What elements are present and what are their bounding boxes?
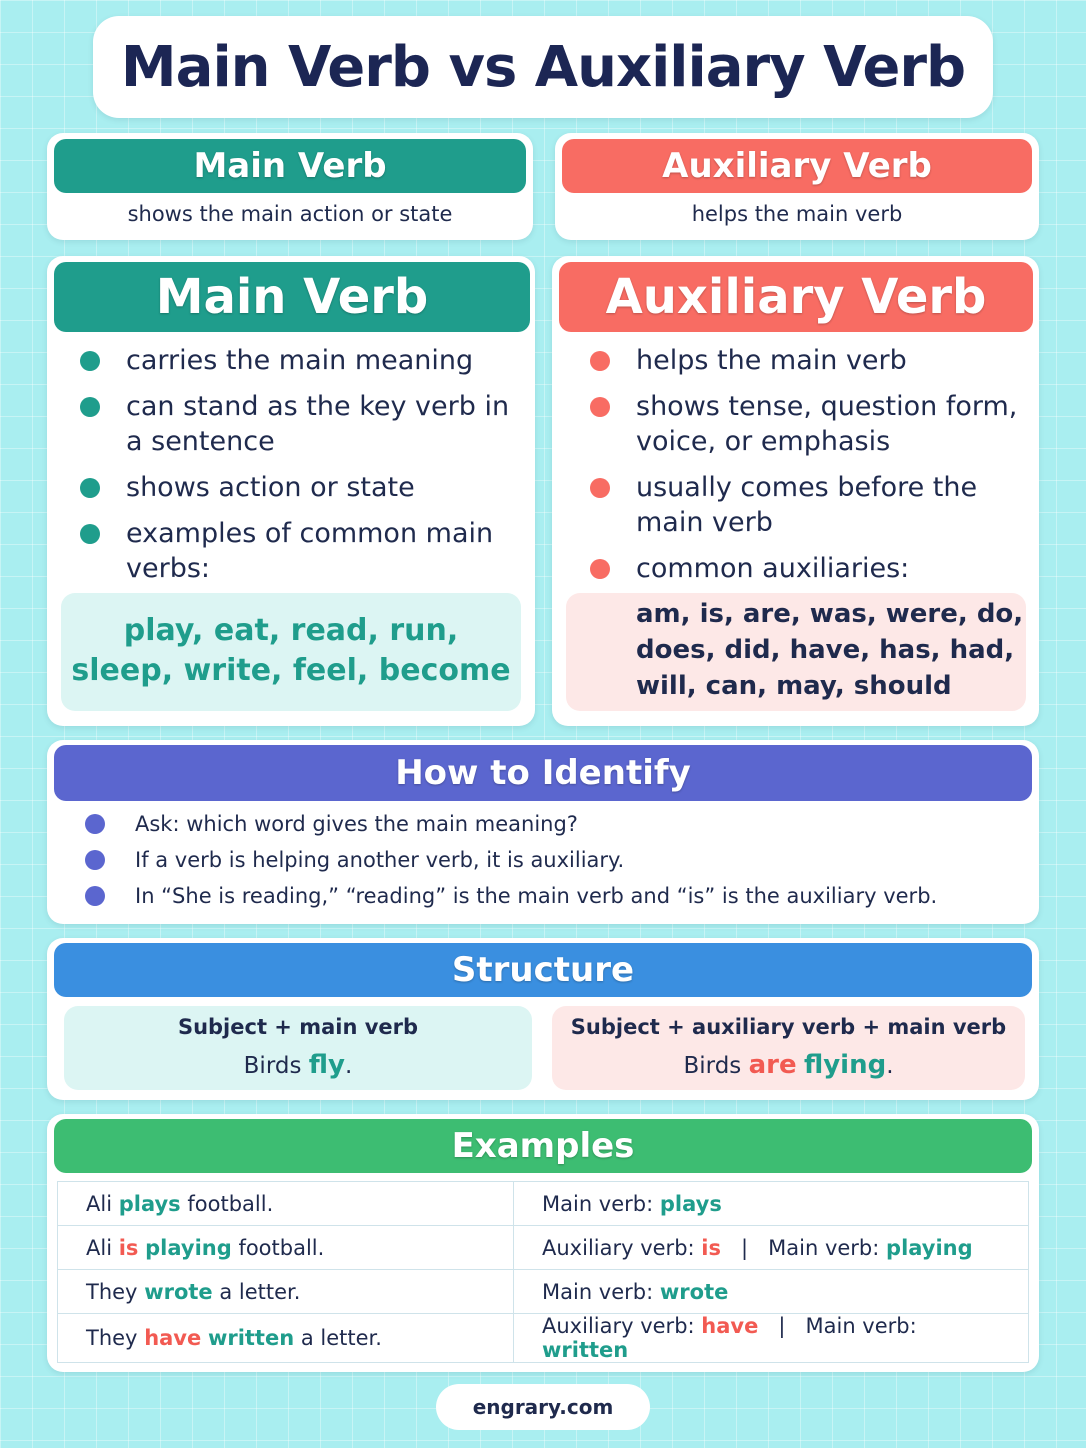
list-item: carries the main meaning xyxy=(80,343,520,378)
summary-aux-card xyxy=(555,133,1039,240)
summary-aux-heading: Auxiliary Verb xyxy=(562,139,1032,193)
example-analysis: Auxiliary verb: have | Main verb: written xyxy=(514,1314,1029,1363)
bullet-dot-icon xyxy=(80,524,100,544)
bullet-dot-icon xyxy=(85,814,105,834)
example-sentence: Ali plays football. xyxy=(58,1182,514,1226)
aux-verb-examples-line3: will, can, may, should xyxy=(636,671,952,701)
examples-card xyxy=(47,1114,1039,1372)
main-verb-card xyxy=(47,256,535,726)
main-verb-points xyxy=(80,343,520,597)
aux-verb-examples-box xyxy=(566,593,1026,711)
main-verb-examples-line2: sleep, write, feel, become xyxy=(71,653,511,688)
identify-heading: How to Identify xyxy=(54,745,1032,801)
example-analysis: Main verb: wrote xyxy=(514,1270,1029,1314)
list-item: shows action or state xyxy=(80,470,520,505)
bullet-dot-icon xyxy=(85,850,105,870)
bullet-dot-icon xyxy=(590,397,610,417)
list-item: common auxiliaries: xyxy=(590,551,1030,586)
example-analysis: Auxiliary verb: is | Main verb: playing xyxy=(514,1226,1029,1270)
structure-heading: Structure xyxy=(54,943,1032,997)
bullet-dot-icon xyxy=(85,886,105,906)
bullet-dot-icon xyxy=(80,397,100,417)
identify-points xyxy=(85,810,1025,918)
example-sentence: They have written a letter. xyxy=(58,1314,514,1363)
main-verb-examples-box xyxy=(61,593,521,711)
examples-heading: Examples xyxy=(54,1119,1032,1173)
main-verb-heading: Main Verb xyxy=(54,262,530,332)
table-row xyxy=(58,1270,1029,1314)
list-item: usually comes before the main verb xyxy=(590,470,1030,540)
identify-card xyxy=(47,740,1039,924)
example-sentence: They wrote a letter. xyxy=(58,1270,514,1314)
bullet-dot-icon xyxy=(590,559,610,579)
summary-main-card xyxy=(47,133,533,240)
list-item: helps the main verb xyxy=(590,343,1030,378)
list-item: examples of common main verbs: xyxy=(80,516,520,586)
summary-main-desc: shows the main action or state xyxy=(127,202,453,226)
bullet-dot-icon xyxy=(590,351,610,371)
footer-site-link[interactable]: engrary.com xyxy=(436,1384,650,1430)
bullet-dot-icon xyxy=(590,478,610,498)
structure-left-formula: Subject + main verb xyxy=(177,1015,419,1039)
bullet-dot-icon xyxy=(80,351,100,371)
list-item: can stand as the key verb in a sentence xyxy=(80,389,520,459)
main-verb-examples-line1: play, eat, read, run, xyxy=(123,613,459,648)
list-item: If a verb is helping another verb, it is auxiliary. xyxy=(85,846,1025,874)
example-analysis: Main verb: plays xyxy=(514,1182,1029,1226)
structure-left-box xyxy=(64,1006,532,1090)
table-row xyxy=(58,1182,1029,1226)
list-item: Ask: which word gives the main meaning? xyxy=(85,810,1025,838)
aux-verb-points xyxy=(590,343,1030,597)
aux-verb-examples-line1: am, is, are, was, were, do, xyxy=(636,599,1024,629)
examples-table xyxy=(57,1181,1029,1363)
summary-main-heading: Main Verb xyxy=(54,139,526,193)
page-title: Main Verb vs Auxiliary Verb xyxy=(120,34,966,100)
table-row xyxy=(58,1226,1029,1270)
summary-aux-desc: helps the main verb xyxy=(691,202,903,226)
list-item: In “She is reading,” “reading” is the main verb and “is” is the auxiliary verb. xyxy=(85,882,1025,910)
table-row xyxy=(58,1314,1029,1363)
structure-card xyxy=(47,938,1039,1100)
structure-right-example: Birds are flying. xyxy=(683,1050,894,1080)
bullet-dot-icon xyxy=(80,478,100,498)
structure-right-box xyxy=(552,1006,1025,1090)
list-item: shows tense, question form, voice, or emphasis xyxy=(590,389,1030,459)
structure-right-formula: Subject + auxiliary verb + main verb xyxy=(570,1015,1007,1039)
aux-verb-heading: Auxiliary Verb xyxy=(559,262,1033,332)
example-sentence: Ali is playing football. xyxy=(58,1226,514,1270)
aux-verb-card xyxy=(552,256,1039,726)
aux-verb-examples-line2: does, did, have, has, had, xyxy=(636,635,1015,665)
title-card xyxy=(93,16,993,118)
structure-left-example: Birds fly. xyxy=(243,1050,353,1080)
